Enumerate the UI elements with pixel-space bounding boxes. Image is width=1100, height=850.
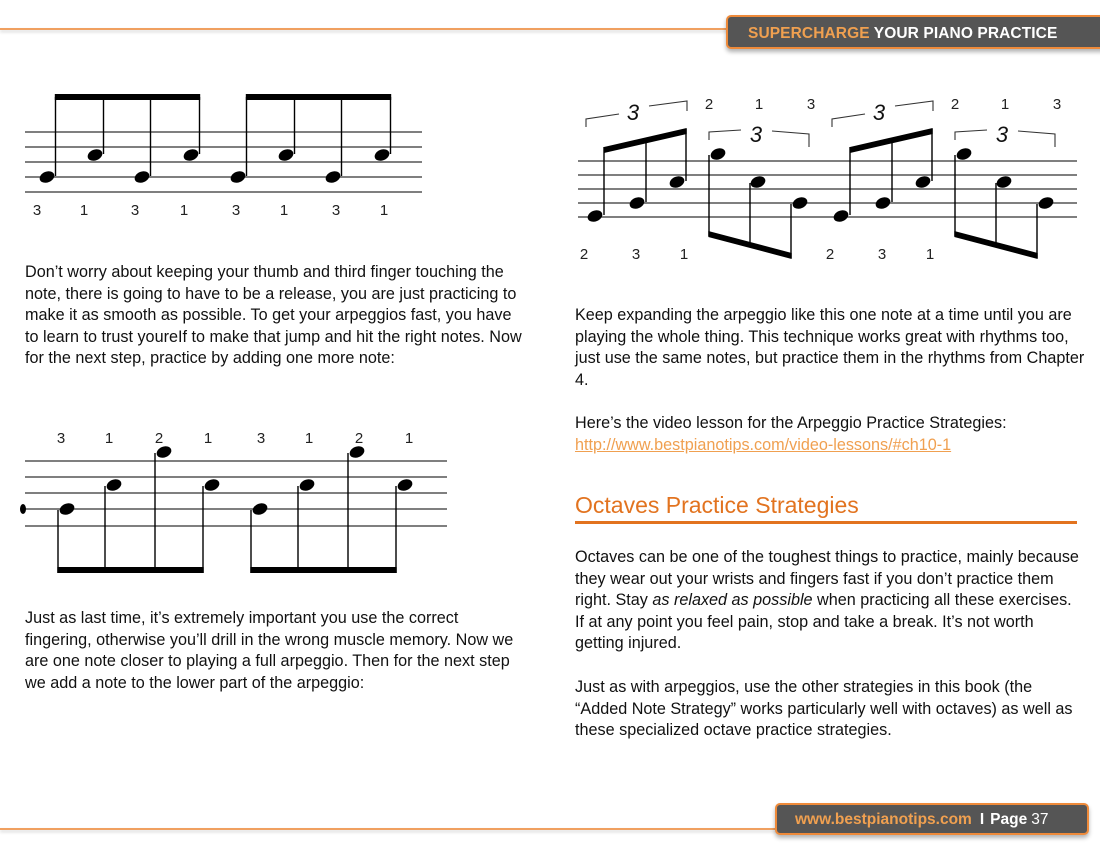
beam: [57, 567, 203, 573]
beam: [55, 94, 200, 100]
fingering-number: 2: [950, 96, 960, 113]
tuplet-number: 3: [872, 100, 886, 125]
octaves-p1-after: when practicing all these exercises. If at any point you feel pain, stop and take a break. It’s not worth getting injured.: [575, 591, 1072, 653]
beam: [246, 94, 391, 100]
footer-page-label: Page: [990, 811, 1028, 828]
tuplet-bracket: [832, 114, 865, 127]
figure-2-notation: [0, 410, 550, 590]
beam: [250, 567, 396, 573]
fingering-number: 3: [231, 202, 241, 219]
octaves-paragraph-2: Just as with arpeggios, use the other strategies in this book (the “Added Note Strategy” works particularly well with octaves) as well as these specialized octave practice strategies.: [575, 678, 1073, 740]
notehead: [709, 146, 727, 162]
notehead: [251, 501, 269, 517]
notehead: [955, 146, 973, 162]
notehead: [1037, 195, 1055, 211]
clipped-notehead: [20, 504, 26, 514]
notehead: [791, 195, 809, 211]
footer-separator: I: [979, 811, 985, 828]
footer-banner: [775, 803, 1089, 835]
notehead: [832, 208, 850, 224]
fingering-number: 1: [179, 202, 189, 219]
fingering-number: 1: [203, 430, 213, 447]
notehead: [995, 174, 1013, 190]
notehead: [324, 169, 342, 185]
section-heading-rule: [575, 521, 1077, 524]
notehead: [277, 147, 295, 163]
fingering-number: 2: [354, 430, 364, 447]
notehead: [182, 147, 200, 163]
notehead: [38, 169, 56, 185]
fingering-number: 1: [1000, 96, 1010, 113]
fingering-number: 2: [825, 246, 835, 263]
fingering-number: 1: [925, 246, 935, 263]
notehead: [874, 195, 892, 211]
fingering-number: 3: [32, 202, 42, 219]
notehead: [58, 501, 76, 517]
notehead: [203, 477, 221, 493]
notehead: [628, 195, 646, 211]
fingering-number: 3: [806, 96, 816, 113]
left-paragraph-1: Don’t worry about keeping your thumb and third finger touching the note, there is going to have to be a release, you are just practicing to make it as smooth as possible. To get your arpeggios fast, you have to learn to trust youreIf to make that jump and hit the right notes. Now for the next step, practice by adding one more note:: [25, 263, 522, 368]
video-intro: [575, 413, 1085, 456]
fingering-number: 2: [704, 96, 714, 113]
notehead: [586, 208, 604, 224]
notehead: [105, 477, 123, 493]
footer-rule: [0, 828, 780, 830]
notehead: [298, 477, 316, 493]
fingering-number: 1: [379, 202, 389, 219]
footer-page-number: 37: [1031, 811, 1049, 828]
octaves-p1-italic: as relaxed as possible: [652, 591, 813, 610]
header-title-accent: SUPERCHARGE: [748, 25, 870, 42]
video-intro-text: Here’s the video lesson for the Arpeggio Practice Strategies:: [575, 414, 1007, 432]
header-title-rest: YOUR PIANO PRACTICE: [869, 25, 1058, 42]
fingering-number: 1: [304, 430, 314, 447]
tuplet-number: 3: [749, 122, 763, 147]
notehead: [86, 147, 104, 163]
header-banner: [726, 15, 1100, 49]
fingering-number: 3: [56, 430, 66, 447]
figure-3-notation: [560, 80, 1090, 270]
octaves-p1-before: Octaves can be one of the toughest things to practice, mainly because they wear out your wrists and fingers fast if you don’t practice them right. Stay: [575, 548, 1079, 610]
fingering-number: 2: [579, 246, 589, 263]
tuplet-bracket: [772, 131, 809, 147]
tuplet-number: 3: [995, 122, 1009, 147]
footer-url[interactable]: www.bestpianotips.com: [795, 811, 972, 828]
footer-text: [795, 811, 1048, 829]
notehead: [229, 169, 247, 185]
fingering-number: 3: [1052, 96, 1062, 113]
notehead: [396, 477, 414, 493]
notehead: [749, 174, 767, 190]
fingering-number: 1: [279, 202, 289, 219]
fingering-number: 1: [79, 202, 89, 219]
fingering-number: 1: [679, 246, 689, 263]
section-heading: Octaves Practice Strategies: [575, 492, 859, 518]
right-paragraph-1: Keep expanding the arpeggio like this one note at a time until you are playing the whole thing. This technique works great with rhythms too, just use the same notes, but practice them in the rhythms from Chapter 4.: [575, 306, 1085, 389]
octaves-paragraph-1: [575, 547, 1085, 655]
notehead: [133, 169, 151, 185]
fingering-number: 3: [877, 246, 887, 263]
notehead: [914, 174, 932, 190]
tuplet-bracket: [1018, 131, 1055, 147]
header-title: [748, 25, 1057, 43]
tuplet-bracket: [586, 114, 619, 127]
tuplet-number: 3: [626, 100, 640, 125]
notehead: [373, 147, 391, 163]
fingering-number: 1: [104, 430, 114, 447]
left-paragraph-2: Just as last time, it’s extremely important you use the correct fingering, otherwise you’ll drill in the wrong muscle memory. Now we are one note closer to playing a full arpeggio. Then for the next step we add a note to the lower part of the arpeggio:: [25, 609, 514, 692]
fingering-number: 3: [631, 246, 641, 263]
fingering-number: 3: [130, 202, 140, 219]
fingering-number: 3: [331, 202, 341, 219]
video-lesson-link[interactable]: http://www.bestpianotips.com/video-lessons/#ch10-1: [575, 435, 952, 454]
fingering-number: 1: [404, 430, 414, 447]
fingering-number: 1: [754, 96, 764, 113]
figure-1-notation: [0, 0, 550, 240]
tuplet-bracket: [709, 130, 741, 140]
fingering-number: 3: [256, 430, 266, 447]
notehead: [668, 174, 686, 190]
fingering-number: 2: [154, 430, 164, 447]
tuplet-bracket: [895, 101, 933, 111]
tuplet-bracket: [955, 130, 987, 140]
tuplet-bracket: [649, 101, 687, 111]
